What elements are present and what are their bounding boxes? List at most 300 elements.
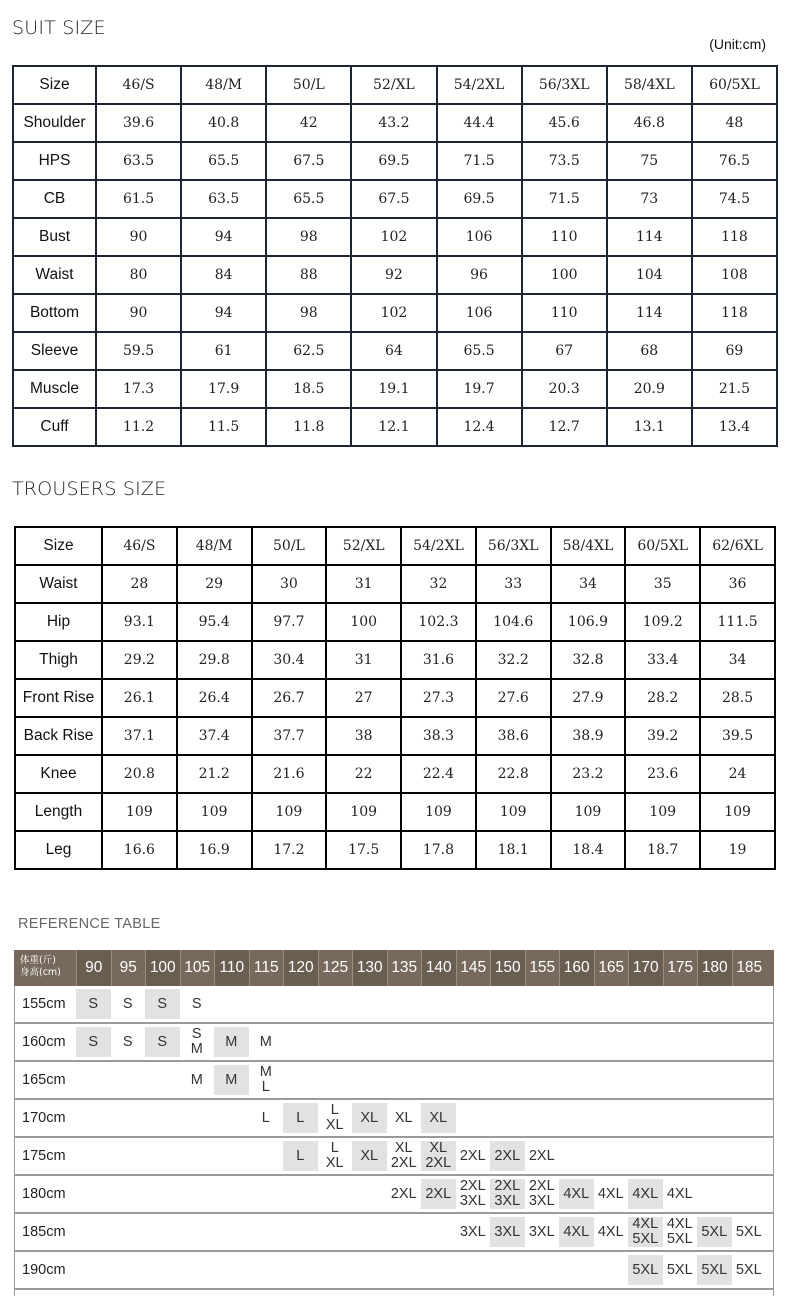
recommended-size-cell (145, 989, 180, 1019)
trousers-value-cell: 93.1 (102, 603, 177, 641)
trousers-value-cell: 39.2 (625, 717, 700, 755)
trousers-row (15, 679, 775, 717)
trousers-value-cell: 111.5 (700, 603, 775, 641)
trousers-value-cell: 22.8 (476, 755, 551, 793)
height-label: 170cm (22, 1110, 66, 1126)
weight-header-cell: 140 (421, 950, 456, 986)
suit-value-cell: 98 (266, 218, 351, 256)
recommended-size-label: L (330, 1140, 339, 1156)
weight-header-cell: 130 (352, 950, 387, 986)
trousers-row (15, 831, 775, 869)
recommended-size-label: S (122, 995, 133, 1012)
height-label: 185cm (22, 1224, 66, 1240)
recommended-size-label: M (259, 1064, 272, 1080)
recommended-size-label: XL (325, 1117, 344, 1133)
suit-value-cell: 106 (437, 294, 522, 332)
recommended-size-cell (490, 1217, 525, 1247)
height-label: 180cm (22, 1186, 66, 1202)
trousers-size-header: 48/M (177, 527, 252, 565)
recommended-size-cell (732, 1255, 767, 1285)
recommended-size-cell (145, 1027, 180, 1057)
trousers-value-cell: 29.2 (102, 641, 177, 679)
trousers-value-cell: 109 (625, 793, 700, 831)
recommended-size-label: 3XL (528, 1193, 555, 1209)
trousers-measure-label: Thigh (15, 641, 102, 679)
recommended-size-label: 5XL (701, 1223, 728, 1240)
suit-value-cell: 108 (692, 256, 777, 294)
recommended-size-label: 4XL (666, 1185, 693, 1202)
height-label: 190cm (22, 1262, 66, 1278)
trousers-size-header: 46/S (102, 527, 177, 565)
trousers-size-title: TROUSERS SIZE (12, 478, 167, 500)
weight-header-cell: 180 (697, 950, 732, 986)
trousers-value-cell: 37.7 (252, 717, 327, 755)
suit-value-cell: 68 (607, 332, 692, 370)
suit-measure-label: HPS (13, 142, 96, 180)
suit-measure-label: Bust (13, 218, 96, 256)
trousers-measure-label: Hip (15, 603, 102, 641)
trousers-value-cell: 22 (326, 755, 401, 793)
trousers-value-cell: 109.2 (625, 603, 700, 641)
reference-row (14, 1138, 774, 1176)
suit-value-cell: 17.3 (96, 370, 181, 408)
trousers-value-cell: 102.3 (401, 603, 476, 641)
suit-value-cell: 43.2 (351, 104, 436, 142)
weight-header-cell: 95 (111, 950, 146, 986)
trousers-value-cell: 17.8 (401, 831, 476, 869)
trousers-value-cell: 109 (401, 793, 476, 831)
trousers-value-cell: 28 (102, 565, 177, 603)
recommended-size-label: 2XL (459, 1147, 486, 1164)
trousers-value-cell: 32.8 (551, 641, 626, 679)
suit-value-cell: 39.6 (96, 104, 181, 142)
trousers-value-cell: 39.5 (700, 717, 775, 755)
recommended-size-cell (180, 989, 215, 1019)
suit-row (13, 142, 777, 180)
recommended-size-label: 5XL (666, 1261, 693, 1278)
trousers-value-cell: 18.1 (476, 831, 551, 869)
recommended-size-label: 4XL (563, 1185, 590, 1202)
weight-header-cell: 160 (559, 950, 594, 986)
suit-value-cell: 90 (96, 218, 181, 256)
suit-value-cell: 40.8 (181, 104, 266, 142)
recommended-size-label: 2XL (528, 1178, 555, 1194)
trousers-size-header: 60/5XL (625, 527, 700, 565)
recommended-size-label: 5XL (735, 1261, 762, 1278)
trousers-measure-label: Back Rise (15, 717, 102, 755)
recommended-size-cell (697, 1255, 732, 1285)
recommended-size-cell (456, 1141, 491, 1171)
trousers-value-cell: 18.4 (551, 831, 626, 869)
suit-value-cell: 63.5 (96, 142, 181, 180)
suit-value-cell: 80 (96, 256, 181, 294)
recommended-size-label: XL (325, 1155, 344, 1171)
suit-value-cell: 67 (522, 332, 607, 370)
trousers-value-cell: 21.6 (252, 755, 327, 793)
height-label: 155cm (22, 996, 66, 1012)
recommended-size-label: 2XL (425, 1155, 452, 1171)
trousers-value-cell: 22.4 (401, 755, 476, 793)
suit-value-cell: 67.5 (351, 180, 436, 218)
trousers-value-cell: 33.4 (625, 641, 700, 679)
recommended-size-label: 5XL (735, 1223, 762, 1240)
recommended-size-cell (249, 1065, 284, 1095)
recommended-size-label: S (191, 995, 202, 1012)
trousers-row (15, 641, 775, 679)
suit-value-cell: 96 (437, 256, 522, 294)
suit-value-cell: 69.5 (437, 180, 522, 218)
weight-header-cell: 120 (283, 950, 318, 986)
recommended-size-label: M (190, 1071, 203, 1088)
trousers-value-cell: 27.9 (551, 679, 626, 717)
recommended-size-cell (214, 1065, 249, 1095)
suit-size-header: 58/4XL (607, 66, 692, 104)
trousers-value-cell: 28.5 (700, 679, 775, 717)
trousers-value-cell: 38.9 (551, 717, 626, 755)
recommended-size-label: 5XL (701, 1261, 728, 1278)
suit-size-header: 56/3XL (522, 66, 607, 104)
trousers-value-cell: 30 (252, 565, 327, 603)
suit-size-table (12, 65, 778, 447)
reference-table-body (14, 986, 774, 1290)
trousers-value-cell: 34 (700, 641, 775, 679)
suit-value-cell: 48 (692, 104, 777, 142)
weight-header-cell: 185 (732, 950, 767, 986)
recommended-size-cell (421, 1141, 456, 1171)
recommended-size-label: 2XL (425, 1185, 452, 1202)
recommended-size-label: 2XL (459, 1178, 486, 1194)
recommended-size-cell (387, 1103, 422, 1133)
recommended-size-cell (663, 1217, 698, 1247)
recommended-size-label: 2XL (390, 1155, 417, 1171)
height-label: 165cm (22, 1072, 66, 1088)
recommended-size-cell (180, 1065, 215, 1095)
suit-value-cell: 73 (607, 180, 692, 218)
recommended-size-label: 3XL (459, 1193, 486, 1209)
recommended-size-cell (559, 1217, 594, 1247)
recommended-size-label: XL (429, 1140, 448, 1156)
height-label: 160cm (22, 1034, 66, 1050)
trousers-value-cell: 18.7 (625, 831, 700, 869)
suit-value-cell: 11.5 (181, 408, 266, 446)
recommended-size-label: M (190, 1041, 203, 1057)
recommended-size-cell (456, 1179, 491, 1209)
suit-value-cell: 44.4 (437, 104, 522, 142)
unit-note: (Unit:cm) (709, 36, 766, 52)
recommended-size-label: 2XL (390, 1185, 417, 1202)
suit-row (13, 256, 777, 294)
suit-row (13, 218, 777, 256)
suit-value-cell: 12.7 (522, 408, 607, 446)
recommended-size-cell (352, 1141, 387, 1171)
weight-header-cell: 170 (628, 950, 663, 986)
suit-value-cell: 71.5 (522, 180, 607, 218)
suit-measure-label: Bottom (13, 294, 96, 332)
trousers-value-cell: 109 (177, 793, 252, 831)
suit-value-cell: 13.1 (607, 408, 692, 446)
reference-table-title: REFERENCE TABLE (18, 916, 161, 932)
recommended-size-label: L (330, 1102, 339, 1118)
weight-header-cell: 115 (249, 950, 284, 986)
reference-corner-cell (14, 950, 76, 986)
reference-header-row (14, 950, 774, 986)
suit-value-cell: 13.4 (692, 408, 777, 446)
recommended-size-cell (628, 1179, 663, 1209)
suit-value-cell: 20.9 (607, 370, 692, 408)
reference-row (14, 1252, 774, 1290)
recommended-size-cell (76, 989, 111, 1019)
trousers-value-cell: 109 (252, 793, 327, 831)
recommended-size-cell (387, 1141, 422, 1171)
trousers-measure-label: Knee (15, 755, 102, 793)
recommended-size-label: M (225, 1071, 238, 1088)
recommended-size-cell (490, 1141, 525, 1171)
trousers-value-cell: 26.7 (252, 679, 327, 717)
recommended-size-cell (525, 1141, 560, 1171)
suit-value-cell: 84 (181, 256, 266, 294)
suit-size-header: 54/2XL (437, 66, 522, 104)
recommended-size-label: M (225, 1033, 238, 1050)
trousers-value-cell: 20.8 (102, 755, 177, 793)
recommended-size-label: 3XL (459, 1223, 486, 1240)
suit-value-cell: 46.8 (607, 104, 692, 142)
trousers-row (15, 717, 775, 755)
suit-value-cell: 98 (266, 294, 351, 332)
suit-value-cell: 118 (692, 218, 777, 256)
trousers-value-cell: 109 (102, 793, 177, 831)
recommended-size-label: 2XL (494, 1178, 521, 1194)
suit-row (13, 104, 777, 142)
recommended-size-label: 3XL (494, 1193, 521, 1209)
trousers-row (15, 565, 775, 603)
suit-row (13, 332, 777, 370)
suit-value-cell: 71.5 (437, 142, 522, 180)
suit-row (13, 370, 777, 408)
reference-row (14, 1062, 774, 1100)
trousers-value-cell: 24 (700, 755, 775, 793)
trousers-row (15, 755, 775, 793)
recommended-size-label: 3XL (494, 1223, 521, 1240)
recommended-size-cell (180, 1027, 215, 1057)
suit-value-cell: 65.5 (437, 332, 522, 370)
suit-value-cell: 12.1 (351, 408, 436, 446)
suit-header-label: Size (13, 66, 96, 104)
reference-left-border (14, 986, 15, 1296)
suit-size-header: 48/M (181, 66, 266, 104)
recommended-size-label: 4XL (563, 1223, 590, 1240)
trousers-size-header: 56/3XL (476, 527, 551, 565)
suit-value-cell: 102 (351, 294, 436, 332)
trousers-value-cell: 36 (700, 565, 775, 603)
suit-measure-label: Muscle (13, 370, 96, 408)
recommended-size-label: M (259, 1033, 272, 1050)
recommended-size-cell (421, 1179, 456, 1209)
trousers-size-header: 54/2XL (401, 527, 476, 565)
suit-value-cell: 102 (351, 218, 436, 256)
recommended-size-cell (628, 1255, 663, 1285)
weight-header-cell: 165 (594, 950, 629, 986)
suit-value-cell: 19.7 (437, 370, 522, 408)
trousers-value-cell: 21.2 (177, 755, 252, 793)
recommended-size-cell (352, 1103, 387, 1133)
suit-row (13, 180, 777, 218)
recommended-size-label: 4XL (597, 1223, 624, 1240)
recommended-size-label: S (191, 1026, 202, 1042)
reference-row (14, 1024, 774, 1062)
suit-value-cell: 19.1 (351, 370, 436, 408)
suit-measure-label: CB (13, 180, 96, 218)
trousers-value-cell: 95.4 (177, 603, 252, 641)
recommended-size-label: S (157, 995, 168, 1012)
suit-value-cell: 92 (351, 256, 436, 294)
trousers-value-cell: 27 (326, 679, 401, 717)
trousers-row (15, 793, 775, 831)
trousers-value-cell: 32 (401, 565, 476, 603)
trousers-value-cell: 16.9 (177, 831, 252, 869)
trousers-value-cell: 16.6 (102, 831, 177, 869)
recommended-size-label: 3XL (528, 1223, 555, 1240)
suit-value-cell: 88 (266, 256, 351, 294)
reference-row (14, 1100, 774, 1138)
weight-header-cell: 145 (456, 950, 491, 986)
trousers-value-cell: 38.3 (401, 717, 476, 755)
suit-value-cell: 114 (607, 294, 692, 332)
trousers-size-header: 52/XL (326, 527, 401, 565)
recommended-size-label: 2XL (528, 1147, 555, 1164)
recommended-size-cell (594, 1179, 629, 1209)
suit-value-cell: 61 (181, 332, 266, 370)
suit-value-cell: 11.8 (266, 408, 351, 446)
suit-value-cell: 42 (266, 104, 351, 142)
recommended-size-label: XL (394, 1140, 413, 1156)
suit-value-cell: 74.5 (692, 180, 777, 218)
suit-value-cell: 90 (96, 294, 181, 332)
suit-size-header: 60/5XL (692, 66, 777, 104)
trousers-value-cell: 109 (700, 793, 775, 831)
suit-value-cell: 62.5 (266, 332, 351, 370)
trousers-value-cell: 33 (476, 565, 551, 603)
recommended-size-cell (490, 1179, 525, 1209)
trousers-value-cell: 109 (326, 793, 401, 831)
suit-value-cell: 94 (181, 218, 266, 256)
suit-value-cell: 106 (437, 218, 522, 256)
suit-value-cell: 100 (522, 256, 607, 294)
suit-value-cell: 64 (351, 332, 436, 370)
weight-header-cell: 90 (76, 950, 111, 986)
corner-height-label: 身高(cm) (20, 967, 61, 978)
trousers-row (15, 603, 775, 641)
recommended-size-label: XL (360, 1147, 379, 1164)
recommended-size-cell (421, 1103, 456, 1133)
suit-measure-label: Shoulder (13, 104, 96, 142)
recommended-size-label: XL (429, 1109, 448, 1126)
recommended-size-label: L (261, 1109, 270, 1126)
trousers-value-cell: 32.2 (476, 641, 551, 679)
trousers-measure-label: Front Rise (15, 679, 102, 717)
recommended-size-label: L (296, 1147, 305, 1164)
trousers-value-cell: 34 (551, 565, 626, 603)
recommended-size-cell (283, 1141, 318, 1171)
suit-size-header: 46/S (96, 66, 181, 104)
suit-row (13, 294, 777, 332)
trousers-value-cell: 29.8 (177, 641, 252, 679)
weight-header-cell: 150 (490, 950, 525, 986)
suit-value-cell: 45.6 (522, 104, 607, 142)
trousers-value-cell: 27.6 (476, 679, 551, 717)
recommended-size-label: XL (360, 1109, 379, 1126)
weight-header-cell: 125 (318, 950, 353, 986)
suit-measure-label: Cuff (13, 408, 96, 446)
suit-measure-label: Waist (13, 256, 96, 294)
trousers-value-cell: 29 (177, 565, 252, 603)
trousers-value-cell: 37.4 (177, 717, 252, 755)
trousers-value-cell: 31 (326, 641, 401, 679)
suit-value-cell: 12.4 (437, 408, 522, 446)
recommended-size-cell (732, 1217, 767, 1247)
trousers-value-cell: 30.4 (252, 641, 327, 679)
suit-value-cell: 65.5 (266, 180, 351, 218)
recommended-size-cell (525, 1179, 560, 1209)
recommended-size-label: L (261, 1079, 270, 1095)
recommended-size-cell (456, 1217, 491, 1247)
trousers-value-cell: 26.4 (177, 679, 252, 717)
recommended-size-cell (663, 1179, 698, 1209)
trousers-size-table (14, 526, 776, 870)
suit-value-cell: 17.9 (181, 370, 266, 408)
recommended-size-label: S (122, 1033, 133, 1050)
trousers-value-cell: 97.7 (252, 603, 327, 641)
recommended-size-label: 5XL (632, 1261, 659, 1278)
weight-header-cell: 155 (525, 950, 560, 986)
trousers-value-cell: 109 (476, 793, 551, 831)
height-label: 175cm (22, 1148, 66, 1164)
suit-value-cell: 110 (522, 294, 607, 332)
recommended-size-cell (594, 1217, 629, 1247)
recommended-size-cell (214, 1027, 249, 1057)
trousers-value-cell: 100 (326, 603, 401, 641)
trousers-value-cell: 26.1 (102, 679, 177, 717)
recommended-size-cell (111, 1027, 146, 1057)
trousers-measure-label: Length (15, 793, 102, 831)
recommended-size-cell (249, 1103, 284, 1133)
trousers-size-header: 58/4XL (551, 527, 626, 565)
trousers-value-cell: 23.6 (625, 755, 700, 793)
trousers-size-header: 50/L (252, 527, 327, 565)
suit-value-cell: 11.2 (96, 408, 181, 446)
weight-header-cell: 175 (663, 950, 698, 986)
reference-right-border (773, 986, 774, 1296)
reference-row (14, 986, 774, 1024)
suit-size-header: 50/L (266, 66, 351, 104)
trousers-header-label: Size (15, 527, 102, 565)
trousers-value-cell: 37.1 (102, 717, 177, 755)
weight-header-cell: 110 (214, 950, 249, 986)
suit-value-cell: 61.5 (96, 180, 181, 218)
reference-row (14, 1214, 774, 1252)
recommended-size-cell (663, 1255, 698, 1285)
weight-header-cell: 105 (180, 950, 215, 986)
recommended-size-label: 4XL (666, 1216, 693, 1232)
trousers-measure-label: Waist (15, 565, 102, 603)
suit-value-cell: 73.5 (522, 142, 607, 180)
reference-row (14, 1176, 774, 1214)
recommended-size-label: S (88, 1033, 99, 1050)
suit-value-cell: 63.5 (181, 180, 266, 218)
recommended-size-cell (318, 1141, 353, 1171)
trousers-value-cell: 109 (551, 793, 626, 831)
recommended-size-label: 4XL (632, 1185, 659, 1202)
recommended-size-cell (697, 1217, 732, 1247)
